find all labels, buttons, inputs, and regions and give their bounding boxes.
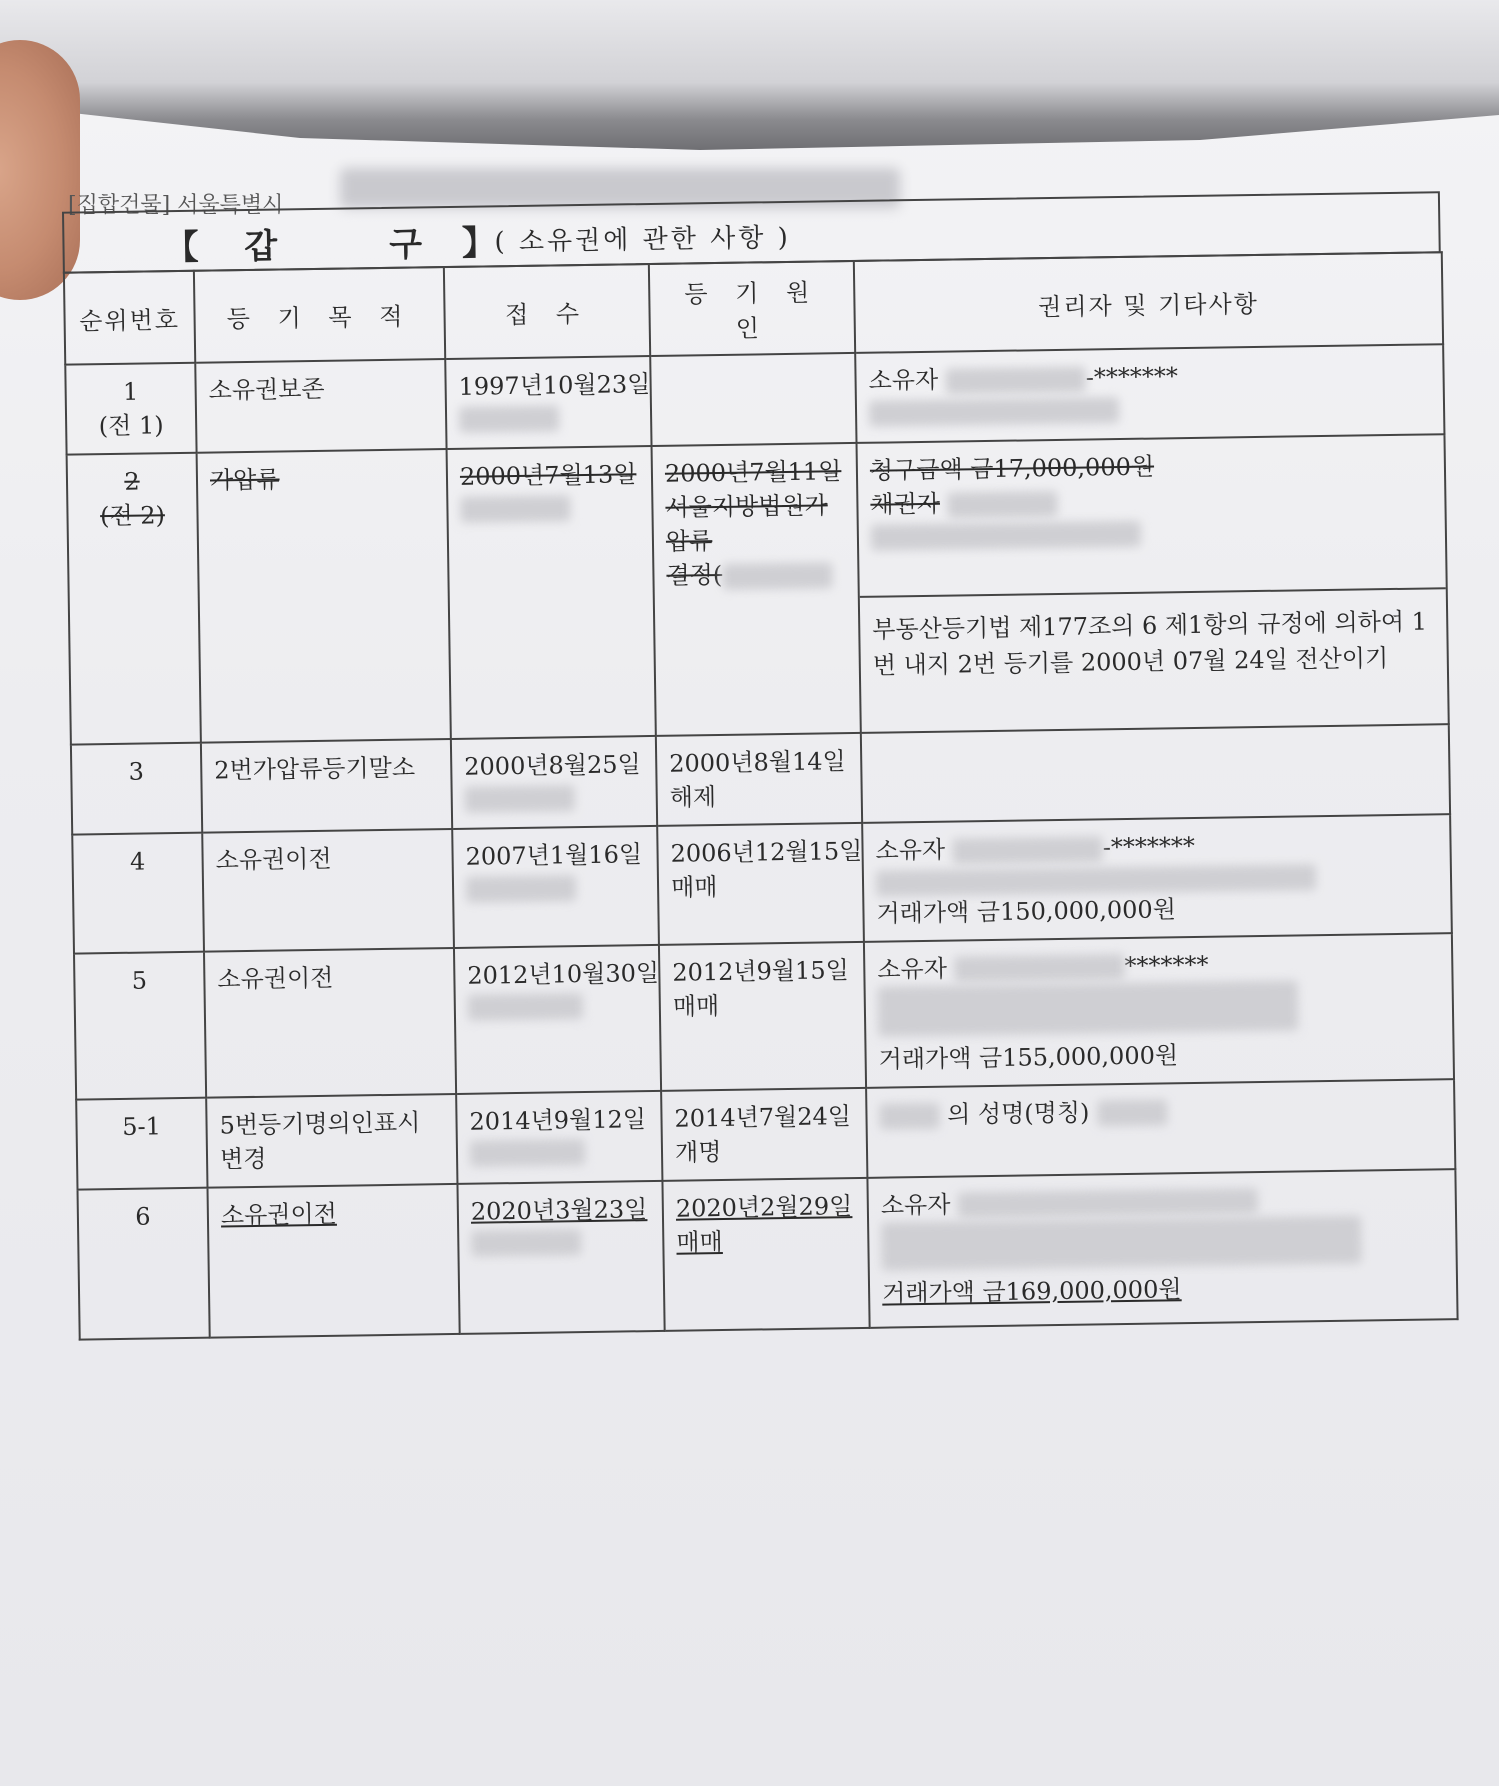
- cause-type: 해제: [669, 783, 717, 812]
- title-bracket-right: 】: [461, 223, 499, 264]
- cause-type: 개명: [674, 1137, 722, 1167]
- redacted-name: [958, 1188, 1258, 1218]
- rank-cell: [77, 1187, 209, 1339]
- redacted-name: [946, 366, 1086, 394]
- receipt-cell: [454, 944, 661, 1093]
- cause-cell: [656, 733, 862, 826]
- redacted-receipt-no: [471, 1229, 581, 1257]
- redacted-case-no: [722, 562, 832, 590]
- receipt-date: 2000년8월25일: [464, 750, 641, 781]
- rank: 5-1: [122, 1111, 162, 1141]
- purpose-cell: [202, 829, 454, 951]
- cause-date: 2014년7월24일: [674, 1101, 852, 1133]
- title-char-gap: 갑: [244, 226, 280, 267]
- transaction-price: 거래가액 금169,000,000원: [881, 1274, 1182, 1308]
- title-bracket-left: 【: [164, 227, 201, 269]
- purpose-cell: [197, 449, 451, 743]
- col-purpose: 등 기 목 적: [194, 267, 445, 363]
- cause-date: 2020년2월29일: [675, 1191, 853, 1223]
- purpose: 2번가압류등기말소: [214, 753, 416, 785]
- col-holder: 권리자 및 기타사항: [854, 252, 1443, 353]
- purpose: 가압류: [209, 465, 280, 495]
- rank-cell: [76, 1097, 207, 1189]
- table-row: [77, 1169, 1457, 1339]
- purpose: 소유권보존: [208, 374, 325, 405]
- title-char-gu: 구: [388, 224, 425, 265]
- claim-amount: 청구금액 금17,000,000원: [869, 452, 1155, 485]
- redacted-address: [878, 980, 1299, 1036]
- holder-label: 소유자: [868, 365, 939, 395]
- holder-cell: [866, 1079, 1455, 1178]
- registry-section-gap: [42, 191, 1460, 1442]
- rank-sub: (전 1): [98, 411, 164, 441]
- cause-type: 압류: [665, 527, 713, 556]
- creditor-label: 채권자: [870, 489, 941, 519]
- cause-type: 매매: [670, 873, 718, 902]
- cause-type: 매매: [676, 1227, 723, 1257]
- rank: 4: [129, 847, 146, 876]
- cause-cell: [650, 353, 856, 446]
- rank-cell: [74, 951, 206, 1099]
- transaction-price: 거래가액 금155,000,000원: [878, 1040, 1179, 1074]
- purpose-cont: 변경: [219, 1144, 267, 1173]
- rank: 6: [135, 1202, 151, 1231]
- holder-id: -*******: [1085, 362, 1179, 392]
- section-subtitle: ( 소유권에 관한 사항 ): [494, 222, 791, 258]
- rank-cell: [67, 453, 201, 745]
- redacted-receipt-no: [460, 495, 570, 523]
- col-receipt: 접 수: [444, 264, 650, 359]
- cause-date: 2006년12월15일: [670, 836, 863, 868]
- rank-cell: [72, 833, 204, 953]
- transfer-note: 부동산등기법 제177조의 6 제1항의 규정에 의하여 1번 내지 2번 등기를 2000년 07월 24일 전산이기: [872, 607, 1428, 680]
- receipt-date: 2000년7월13일: [459, 460, 637, 491]
- rank-cell: [65, 363, 196, 455]
- receipt-date: 2020년3월23일: [470, 1194, 648, 1226]
- receipt-cell: [447, 446, 656, 739]
- holder-cell: [862, 814, 1452, 941]
- rank: 2: [124, 467, 140, 496]
- holder-cell: [864, 933, 1454, 1088]
- redacted-creditor-address: [871, 520, 1141, 550]
- cause-date: 2000년7월11일: [664, 457, 842, 488]
- registry-table: [63, 251, 1459, 1340]
- holder-cell: [857, 434, 1449, 733]
- purpose-cell: [207, 1183, 459, 1337]
- redacted-receipt-no: [465, 785, 575, 813]
- receipt-cell: [456, 1090, 662, 1183]
- holder-label: 소유자: [875, 835, 946, 865]
- receipt-cell: [457, 1180, 664, 1333]
- redacted-address: [881, 1215, 1362, 1270]
- redacted-name: [954, 954, 1124, 983]
- receipt-date: 1997년10월23일: [458, 369, 651, 401]
- section-title: [164, 215, 498, 269]
- holder-cell: [867, 1169, 1457, 1328]
- cause-cell: [652, 443, 861, 736]
- col-rank: 순위번호: [64, 271, 195, 365]
- table-row: [67, 434, 1449, 744]
- redacted-receipt-no: [466, 875, 576, 903]
- receipt-date: 2007년1월16일: [465, 840, 643, 871]
- holder-id: -*******: [1102, 831, 1196, 862]
- rank: 1: [122, 377, 139, 406]
- receipt-cell: [452, 826, 659, 948]
- rank-cell: [71, 743, 202, 835]
- holder-id: *******: [1124, 950, 1209, 980]
- redacted-receipt-no: [459, 405, 559, 432]
- receipt-cell: [445, 356, 651, 449]
- holder-label: 소유자: [880, 1190, 951, 1220]
- receipt-date: 2014년9월12일: [469, 1104, 647, 1136]
- cause-decision: 결정(: [666, 560, 723, 590]
- cause-cell: [657, 823, 864, 945]
- page-fold-shadow: [0, 0, 1499, 150]
- cause-type: 매매: [672, 991, 720, 1021]
- redacted-address: [869, 397, 1119, 427]
- cause-date: 2012년9월15일: [672, 955, 849, 987]
- purpose-cell: [204, 947, 456, 1097]
- rank-sub: (전 2): [99, 501, 166, 531]
- rank: 3: [128, 757, 145, 786]
- redacted-name: [953, 836, 1103, 864]
- purpose: 소유권이전: [220, 1199, 338, 1229]
- redacted-name: [879, 1103, 939, 1130]
- redacted-receipt-no: [470, 1139, 585, 1167]
- holder-cell: [861, 724, 1450, 823]
- purpose-cell: [201, 739, 452, 833]
- cause-cell: [659, 941, 866, 1090]
- purpose: 5번등기명의인표시: [219, 1107, 421, 1139]
- redacted-new-name: [1097, 1099, 1167, 1126]
- document-header-text: [집합건물] 서울특별시: [68, 193, 284, 218]
- table-row: [74, 933, 1454, 1099]
- table-row: [72, 814, 1452, 953]
- cause-court: 서울지방법원가: [665, 491, 828, 522]
- change-detail: 의 성명(명칭): [946, 1098, 1090, 1129]
- col-cause: 등 기 원 인: [649, 261, 855, 356]
- cause-date: 2000년8월14일: [669, 747, 846, 778]
- receipt-cell: [451, 736, 657, 829]
- redacted-creditor: [947, 490, 1057, 518]
- transaction-price: 거래가액 금150,000,000원: [876, 894, 1177, 928]
- holder-cell: [855, 344, 1444, 443]
- purpose: 소유권이전: [215, 844, 332, 875]
- cause-cell: [661, 1087, 867, 1180]
- redacted-receipt-no: [468, 993, 583, 1021]
- purpose-cell: [206, 1093, 457, 1187]
- holder-label: 소유자: [877, 954, 948, 984]
- purpose: 소유권이전: [217, 963, 334, 993]
- rank: 5: [131, 966, 148, 995]
- cause-cell: [662, 1177, 869, 1330]
- cause: [663, 364, 842, 367]
- receipt-date: 2012년10월30일: [467, 958, 660, 990]
- purpose-cell: [195, 359, 446, 453]
